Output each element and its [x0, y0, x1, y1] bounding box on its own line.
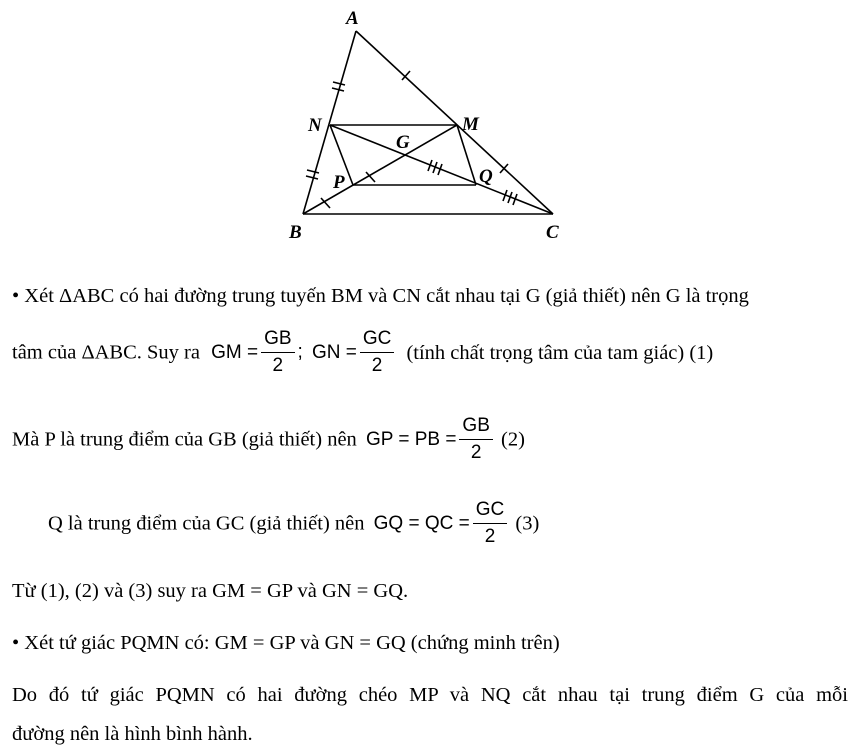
label-M: M	[462, 114, 479, 135]
paragraph-3	[48, 497, 858, 550]
paragraph-1-line-2	[12, 326, 848, 379]
paragraph-1-line-1: • Xét ΔABC có hai đường trung tuyến BM và CN cắt nhau tại G (giả thiết) nên G là trọng	[12, 285, 749, 307]
triangle-figure	[0, 0, 858, 255]
p1-text: tâm của ΔABC. Suy ra	[12, 341, 200, 364]
tag-3: (3)	[515, 512, 540, 535]
paragraph-5: • Xét tứ giác PQMN có: GM = GP và GN = GQ (chứng minh trên)	[12, 632, 560, 654]
p2-text: Mà P là trung điểm của GB (giả thiết) nên	[12, 428, 357, 451]
paragraph-4: Từ (1), (2) và (3) suy ra GM = GP và GN = GQ.	[12, 580, 409, 602]
fraction-gb-2-b: $\frac{GB}{2}$	[459, 413, 492, 466]
side-AC	[356, 31, 553, 214]
paragraph-6-line-2: đường nên là hình bình hành.	[12, 723, 253, 745]
label-N: N	[308, 115, 322, 136]
fraction-gc-2: $\frac{GC}{2}$	[360, 326, 395, 379]
tag-2: (2)	[501, 428, 525, 451]
eq-gn: GN =	[311, 341, 357, 363]
median-CN	[330, 125, 553, 214]
eq-gm: GM =	[211, 341, 259, 363]
p3-text: Q là trung điểm của GC (giả thiết) nên	[48, 512, 365, 535]
p1-reason: (tính chất trọng tâm của tam giác) (1)	[406, 341, 714, 364]
label-C: C	[546, 222, 559, 243]
fraction-gc-2-b: $\frac{GC}{2}$	[473, 497, 508, 550]
label-Q: Q	[479, 166, 493, 187]
eq-gq-qc: GQ = QC =	[373, 512, 470, 534]
label-P: P	[333, 172, 345, 193]
paragraph-6-line-1: Do đó tứ giác PQMN có hai đường chéo MP và NQ cắt nhau tại trung điểm G của mỗi	[12, 684, 848, 706]
fraction-gb-2: $\frac{GB}{2}$	[261, 326, 294, 379]
label-A: A	[346, 8, 359, 29]
label-G: G	[396, 132, 410, 153]
eq-gp-pb: GP = PB =	[365, 428, 457, 450]
label-B: B	[289, 222, 302, 243]
paragraph-2	[12, 413, 848, 466]
separator: ;	[297, 341, 303, 363]
